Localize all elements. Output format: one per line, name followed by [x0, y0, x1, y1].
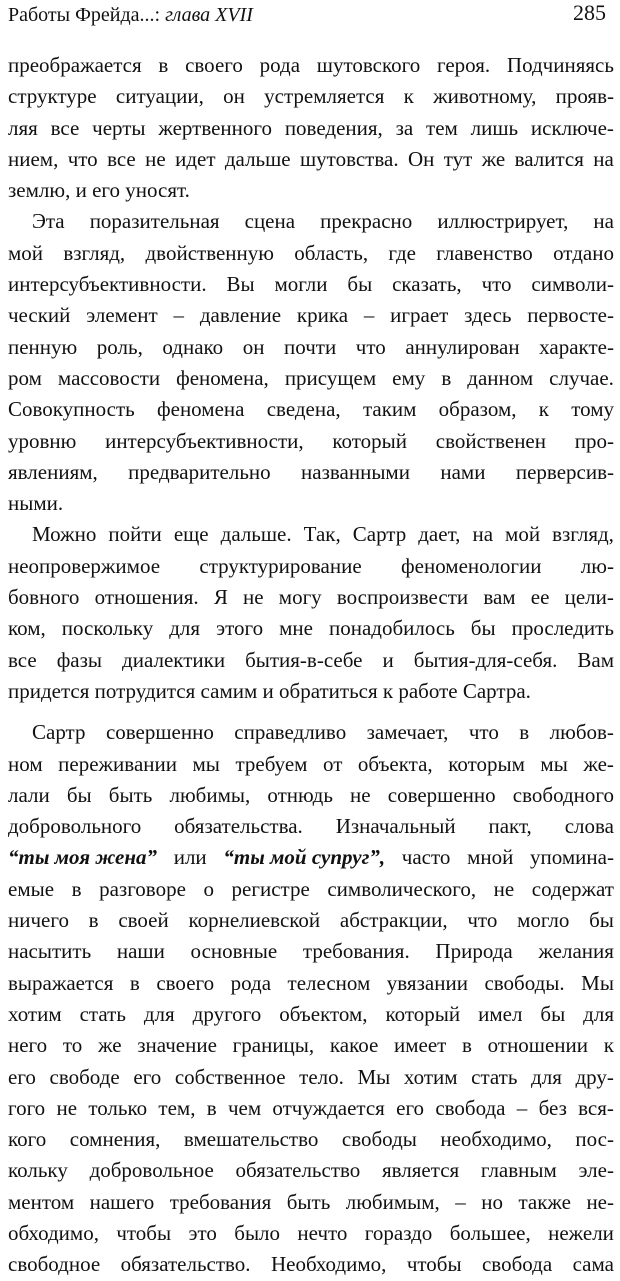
- text-line: интерсубъективности. Вы могли бы сказать, что символи-: [8, 272, 614, 297]
- page-number: 285: [573, 0, 606, 25]
- text-line: Можно пойти еще дальше. Так, Сартр дает, на мой взгляд,: [32, 522, 614, 547]
- text-line: него то же значение границы, какое имеет в отношении к: [8, 1033, 614, 1058]
- text-line: “ты моя жена” или “ты мой супруг”, часто мной упомина-: [8, 845, 614, 870]
- paragraph: [8, 50, 614, 206]
- text-line: гого не только тем, в чем отчуждается его свобода – без вся-: [8, 1095, 614, 1120]
- text-line: лали бы быть любимы, отнюдь не совершенно свободного: [8, 782, 614, 807]
- text-line: Сартр совершенно справедливо замечает, что в любов-: [32, 720, 614, 745]
- text-line: обходимо, чтобы это было нечто гораздо большее, нежели: [8, 1220, 614, 1245]
- text-line: насытить наши основные требования. Природа желания: [8, 939, 614, 964]
- text-line: кольку добровольное обязательство является главным эле-: [8, 1158, 614, 1183]
- text-line: все фазы диалектики бытия-в-себе и бытия-для-себя. Вам: [8, 647, 614, 672]
- text-line: Эта поразительная сцена прекрасно иллюстрирует, на: [32, 209, 614, 234]
- text-line: уровню интерсубъективности, который свойственен про-: [8, 428, 614, 453]
- text-line: кого сомнения, вмешательство свободы необходимо, пос-: [8, 1127, 614, 1152]
- text-line: преображается в своего рода шутовского героя. Подчиняясь: [8, 53, 614, 77]
- text-line: Совокупность феномена сведена, таким образом, к тому: [8, 397, 614, 422]
- text-line: ляя все черты жертвенного поведения, за тем лишь исключе-: [8, 115, 614, 140]
- paragraph: [8, 717, 614, 1280]
- paragraph: [8, 206, 614, 519]
- body-text: [8, 50, 614, 1281]
- text-line: емые в разговоре о регистре символического, не содержат: [8, 876, 614, 901]
- text-line: ничего в своей корнелиевской абстракции, что могло бы: [8, 908, 614, 933]
- text-line: ческий элемент – давление крика – играет здесь первосте-: [8, 303, 614, 328]
- text-line: ментом нашего требования быть любимым, – но также не-: [8, 1189, 614, 1214]
- text-line: ком, поскольку для этого мне понадобилось бы проследить: [8, 616, 614, 641]
- text-line: бовного отношения. Я не могу воспроизвести вам ее цели-: [8, 585, 614, 610]
- text-line: ром массовости феномена, присущем ему в данном случае.: [8, 365, 614, 390]
- text-line: ными.: [8, 491, 64, 516]
- text-line: придется потрудится самим и обратиться к работе Сартра.: [8, 678, 531, 703]
- page-header: [8, 0, 612, 34]
- text-line: его свободе его собственное тело. Мы хотим стать для дру-: [8, 1064, 614, 1089]
- text-line: землю, и его уносят.: [8, 178, 190, 203]
- text-line: ном переживании мы требуем от объекта, которым мы же-: [8, 751, 614, 776]
- running-title: Работы Фрейда...: глава XVII: [8, 4, 253, 26]
- text-line: хотим стать для другого объектом, который имел бы для: [8, 1001, 614, 1026]
- text-line: свободное обязательство. Необходимо, чтобы свобода сама: [8, 1252, 614, 1277]
- paragraph: [8, 519, 614, 707]
- text-line: мой взгляд, двойственную область, где главенство отдано: [8, 240, 614, 265]
- chapter-label: глава XVII: [165, 4, 253, 26]
- text-line: пенную роль, однако он почти что аннулирован характе-: [8, 334, 614, 359]
- text-line: явлениям, предварительно названными нами перверсив-: [8, 459, 614, 484]
- text-line: выражается в своего рода телесном увязании свободы. Мы: [8, 970, 614, 995]
- text-line: добровольного обязательства. Изначальный пакт, слова: [8, 814, 614, 839]
- text-line: структуре ситуации, он устремляется к животному, прояв-: [8, 84, 614, 109]
- text-line: нием, что все не идет дальше шутовства. Он тут же валится на: [8, 146, 614, 171]
- text-line: неопровержимое структурирование феноменологии лю-: [8, 553, 614, 578]
